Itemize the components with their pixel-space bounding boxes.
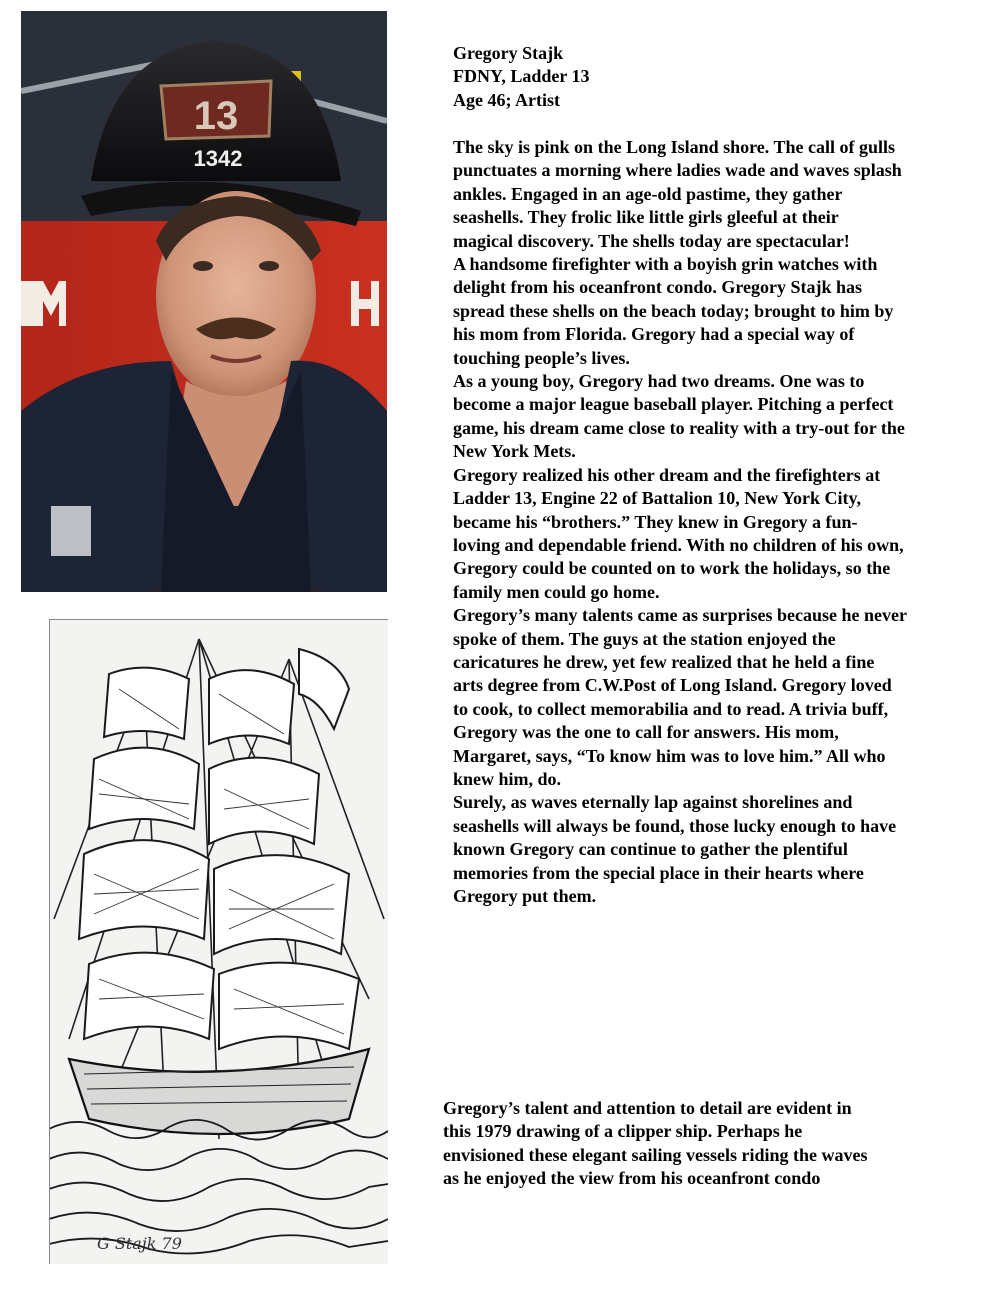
- story-line: Gregory was the one to call for answers. His mom,: [453, 722, 839, 743]
- story-line: ankles. Engaged in an age-old pastime, they gather: [453, 183, 843, 204]
- story-line: became his “brothers.” They knew in Gregory a fun-: [453, 511, 858, 532]
- story-line: Gregory put them.: [453, 886, 597, 906]
- clipper-ship-drawing: [49, 619, 388, 1264]
- story-text: [453, 136, 963, 908]
- artist-signature: [97, 1234, 182, 1253]
- story-line: Gregory could be counted on to work the holidays, so the: [453, 558, 891, 579]
- story-line: magical discovery. The shells today are spectacular!: [453, 230, 850, 251]
- story-line: Surely, as waves eternally lap against shorelines and: [453, 792, 853, 813]
- story-line: his mom from Florida. Gregory had a special way of: [453, 324, 855, 345]
- story-line: memories from the special place in their hearts where: [453, 862, 864, 883]
- drawing-caption: [443, 1097, 963, 1191]
- story-line: seashells will always be found, those lucky enough to have: [453, 815, 897, 836]
- story-line: arts degree from C.W.Post of Long Island. Gregory loved: [453, 675, 892, 696]
- person-name: Gregory Stajk: [453, 43, 564, 63]
- unit-line: FDNY, Ladder 13: [453, 66, 590, 87]
- story-line: caricatures he drew, yet few realized that he held a fine: [453, 651, 875, 672]
- age-role-line: Age 46; Artist: [453, 89, 560, 110]
- header-block: [453, 42, 853, 112]
- caption-line: as he enjoyed the view from his oceanfront condo: [443, 1168, 821, 1189]
- story-line: New York Mets.: [453, 441, 576, 462]
- story-line: delight from his oceanfront condo. Gregory Stajk has: [453, 277, 863, 298]
- story-line: Gregory’s many talents came as surprises because he never: [453, 605, 907, 626]
- story-line: Gregory realized his other dream and the firefighters at: [453, 464, 881, 485]
- helmet-badge-number: [194, 146, 243, 171]
- story-line: punctuates a morning where ladies wade and waves splash: [453, 160, 902, 181]
- story-line: Margaret, says, “To know him was to love him.” All who: [453, 745, 886, 766]
- story-line: game, his dream came close to reality with a try-out for the: [453, 417, 905, 438]
- caption-line: Gregory’s talent and attention to detail are evident in: [443, 1098, 852, 1118]
- svg-text:G Stajk 79: G Stajk 79: [97, 1234, 182, 1253]
- helmet-front-number: [194, 94, 239, 138]
- story-line: The sky is pink on the Long Island shore. The call of gulls: [453, 137, 895, 157]
- story-line: A handsome firefighter with a boyish grin watches with: [453, 254, 878, 275]
- story-line: become a major league baseball player. Pitching a perfect: [453, 394, 894, 415]
- story-line: spoke of them. The guys at the station enjoyed the: [453, 628, 836, 649]
- caption-line: envisioned these elegant sailing vessels riding the waves: [443, 1144, 868, 1165]
- story-line: loving and dependable friend. With no children of his own,: [453, 534, 904, 555]
- story-line: Ladder 13, Engine 22 of Battalion 10, New York City,: [453, 488, 862, 509]
- firefighter-portrait-photo: [21, 11, 387, 592]
- story-line: knew him, do.: [453, 768, 562, 789]
- story-line: As a young boy, Gregory had two dreams. One was to: [453, 371, 865, 392]
- story-line: to cook, to collect memorabilia and to read. A trivia buff,: [453, 698, 889, 719]
- caption-line: this 1979 drawing of a clipper ship. Perhaps he: [443, 1121, 803, 1142]
- story-line: known Gregory can continue to gather the plentiful: [453, 839, 848, 860]
- story-line: spread these shells on the beach today; brought to him by: [453, 300, 894, 321]
- story-line: seashells. They frolic like little girls gleeful at their: [453, 207, 839, 228]
- story-line: family men could go home.: [453, 581, 660, 602]
- story-line: touching people’s lives.: [453, 347, 630, 368]
- svg-text:1342: 1342: [193, 146, 243, 171]
- svg-text:13: 13: [193, 94, 239, 138]
